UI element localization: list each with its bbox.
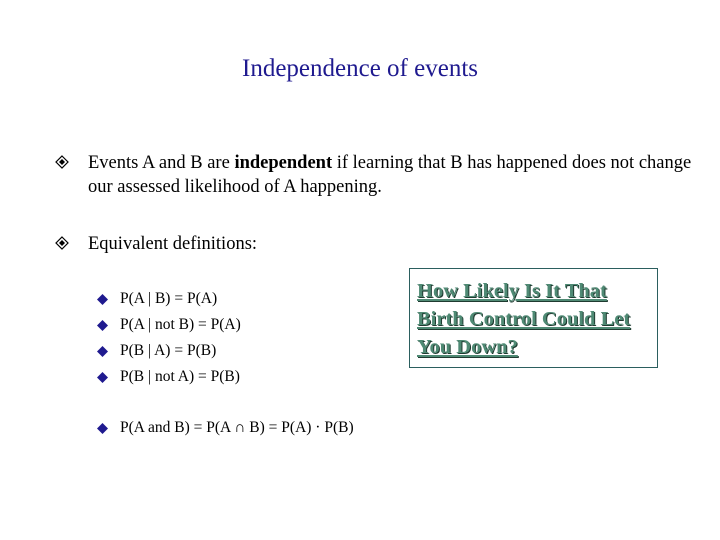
link-line: How Likely Is It That <box>417 280 607 302</box>
diamond-bullet-icon <box>55 236 69 250</box>
square-bullet-icon <box>97 320 108 331</box>
link-line: Birth Control Could Let <box>417 308 631 330</box>
definition-text: P(A | B) = P(A) <box>120 290 218 307</box>
birth-control-link[interactable] <box>417 277 630 361</box>
square-bullet-icon <box>97 423 108 434</box>
bullet-text <box>88 151 698 199</box>
definition-text: P(B | A) = P(B) <box>120 342 217 359</box>
bullet-text-post: if learning that B has happened does not change our assessed likelihood of A happening. <box>88 153 692 197</box>
square-bullet-icon <box>97 294 108 305</box>
link-box <box>409 268 658 368</box>
definition-text: P(B | not A) = P(B) <box>120 368 240 385</box>
diamond-bullet-icon <box>55 155 69 169</box>
link-line: You Down? <box>417 336 518 358</box>
definition-text: P(A and B) = P(A ∩ B) = P(A) · P(B) <box>120 419 354 436</box>
definition-text: P(A | not B) = P(A) <box>120 316 241 333</box>
bullet-text-pre: Events A and B are <box>88 153 235 173</box>
square-bullet-icon <box>97 372 108 383</box>
slide-title: Independence of events <box>242 55 478 82</box>
bullet-text-bold: independent <box>234 153 333 173</box>
square-bullet-icon <box>97 346 108 357</box>
bullet-text: Equivalent definitions: <box>88 234 258 254</box>
